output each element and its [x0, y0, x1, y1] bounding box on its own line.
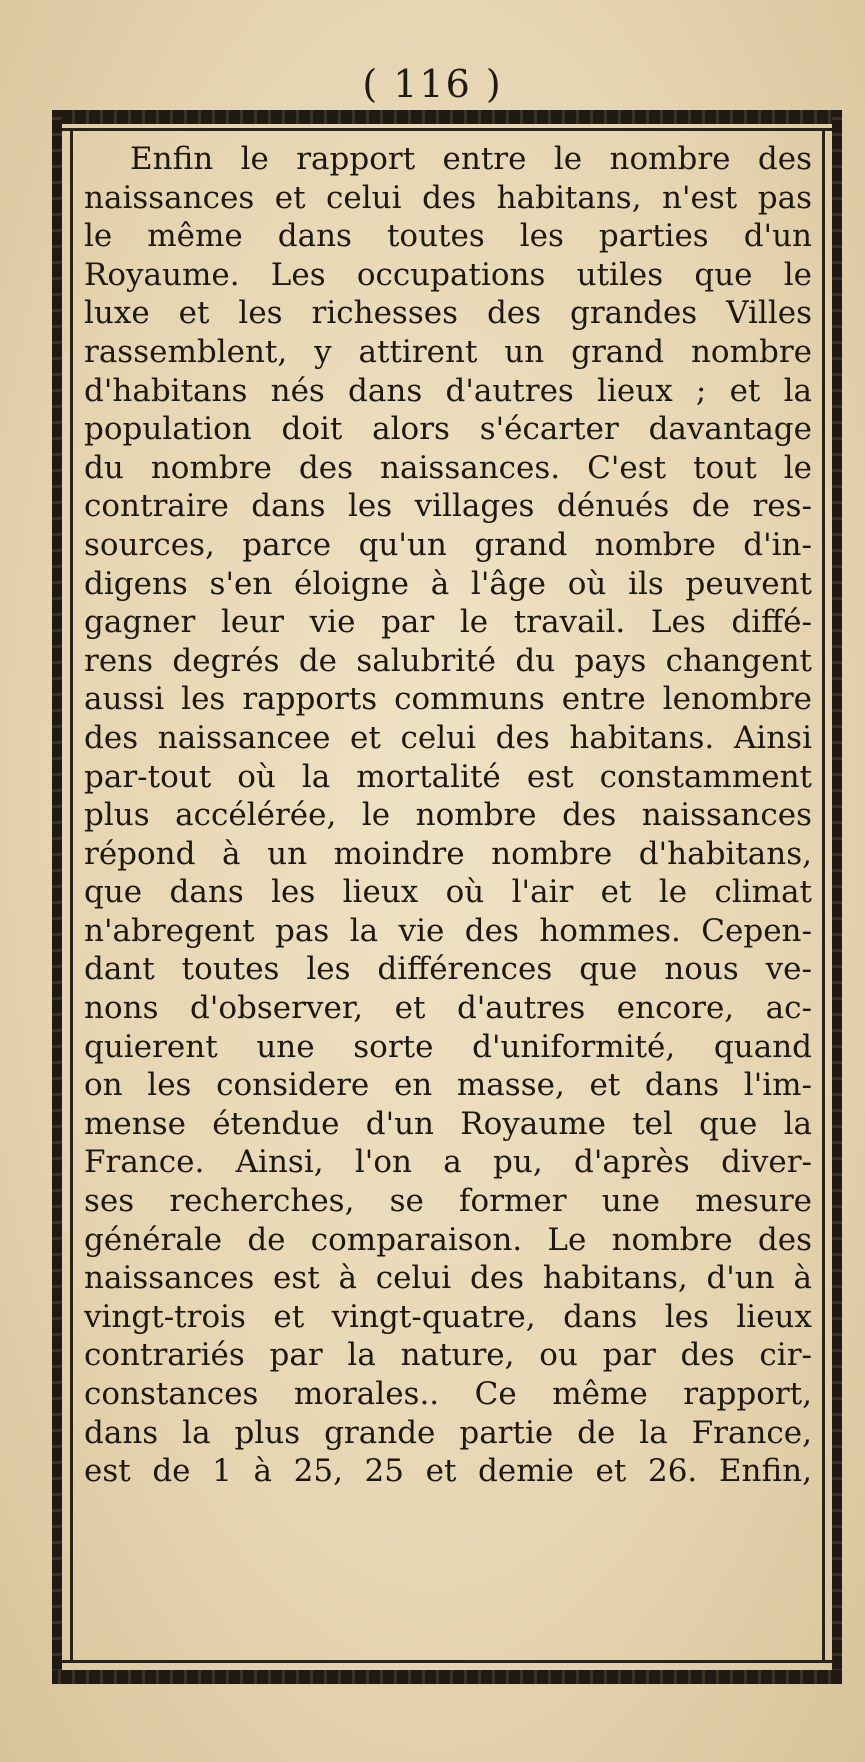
top-border-inner-rule	[62, 128, 834, 131]
text-line: rassemblent, y attirent un grand nombre	[84, 333, 812, 370]
right-border-rule	[832, 110, 842, 1684]
text-line: vingt-trois et vingt-quatre, dans les lieux	[84, 1298, 812, 1335]
text-line: dans la plus grande partie de la France,	[84, 1414, 812, 1451]
text-line: gagner leur vie par le travail. Les diffé-	[84, 604, 812, 641]
text-line: quierent une sorte d'uniformité, quand	[84, 1028, 812, 1065]
text-line: France. Ainsi, l'on a pu, d'après diver-	[84, 1144, 812, 1181]
text-line: plus accélérée, le nombre des naissances	[84, 797, 812, 834]
text-line: sources, parce qu'un grand nombre d'in-	[84, 526, 812, 563]
text-line: du nombre des naissances. C'est tout le	[84, 449, 812, 486]
body-paragraph	[84, 140, 812, 1491]
text-line: répond à un moindre nombre d'habitans,	[84, 835, 812, 872]
text-line: ses recherches, se former une mesure	[84, 1183, 812, 1220]
text-line: constances morales.. Ce même rapport,	[84, 1376, 812, 1412]
text-line: naissances est à celui des habitans, d'un à	[84, 1260, 812, 1297]
text-line: nons d'observer, et d'autres encore, ac-	[84, 990, 812, 1027]
left-border-inner-rule	[70, 128, 73, 1663]
bottom-border-inner-rule	[62, 1660, 834, 1663]
text-line: rens degrés de salubrité du pays changent	[84, 642, 812, 679]
page-number: ( 116 )	[362, 62, 503, 106]
text-line: que dans les lieux où l'air et le climat	[84, 874, 812, 911]
text-line: Enfin le rapport entre le nombre des	[130, 141, 812, 177]
text-line: aussi les rapports communs entre lenombre	[84, 681, 812, 718]
text-line: des naissancee et celui des habitans. Ainsi	[84, 719, 812, 756]
text-line: générale de comparaison. Le nombre des	[84, 1221, 812, 1258]
text-line: n'abregent pas la vie des hommes. Cepen-	[84, 912, 812, 949]
text-line: naissances et celui des habitans, n'est pas	[84, 179, 812, 216]
text-line: population doit alors s'écarter davantage	[84, 411, 812, 448]
text-line: contraire dans les villages dénués de res-	[84, 488, 812, 525]
text-line: d'habitans nés dans d'autres lieux ; et la	[84, 372, 812, 409]
text-line: le même dans toutes les parties d'un	[84, 218, 812, 255]
text-line: mense étendue d'un Royaume tel que la	[84, 1105, 812, 1142]
text-line: est de 1 à 25, 25 et demie et 26. Enfin,	[84, 1453, 812, 1490]
text-line: dant toutes les différences que nous ve-	[84, 951, 812, 988]
text-line: contrariés par la nature, ou par des cir-	[84, 1337, 812, 1374]
text-line: Royaume. Les occupations utiles que le	[84, 256, 812, 293]
text-line: par-tout où la mortalité est constamment	[84, 758, 812, 795]
text-line: luxe et les richesses des grandes Villes	[84, 295, 812, 332]
bottom-border-rule	[52, 1670, 842, 1684]
right-border-inner-rule	[822, 128, 825, 1663]
text-line: on les considere en masse, et dans l'im-	[84, 1067, 812, 1104]
top-border-rule	[52, 110, 842, 124]
left-border-rule	[52, 110, 62, 1684]
text-line: digens s'en éloigne à l'âge où ils peuvent	[84, 565, 812, 602]
